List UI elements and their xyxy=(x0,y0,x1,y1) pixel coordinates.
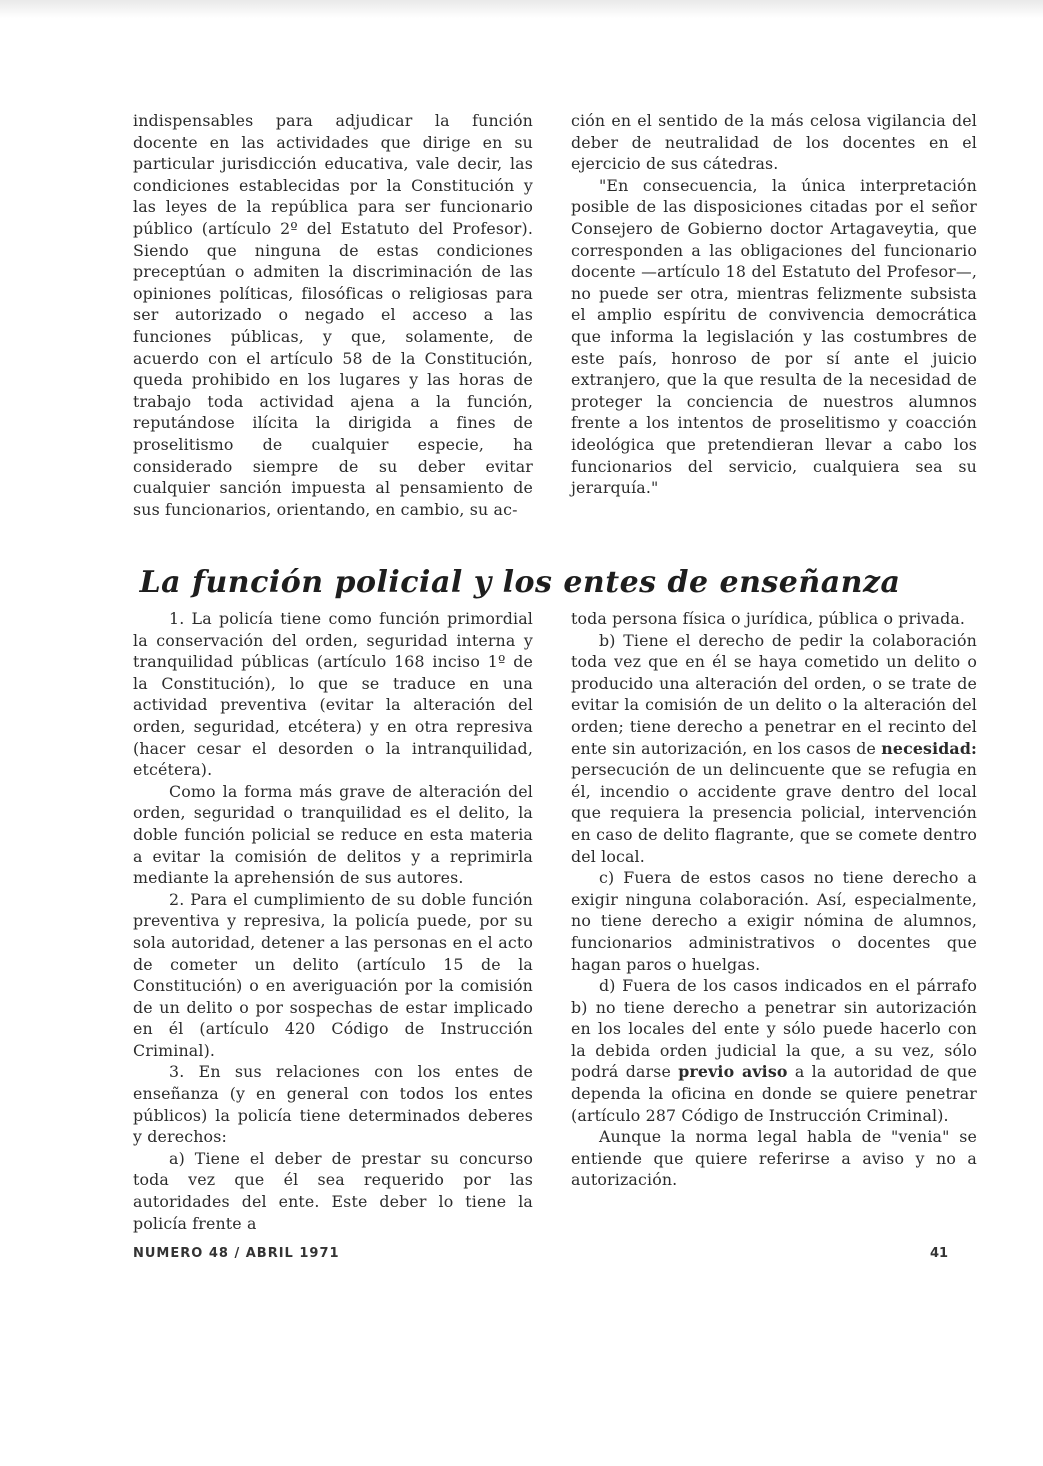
paragraph xyxy=(571,975,977,1126)
paragraph: Como la forma más grave de alteración del orden, seguridad o tranquilidad es el delito, la doble función policial se reduce en esta materia a evitar la comisión de delitos y a reprimirla mediante la aprehensión de sus autores. xyxy=(133,781,533,888)
paragraph: Aunque la norma legal habla de "venia" se entiende que quiere referirse a aviso y no a autorización. xyxy=(571,1127,977,1190)
section-title: La función policial y los entes de enseñanza xyxy=(139,564,901,600)
paragraph: indispensables para adjudicar la función docente en las actividades que dirige en su particular jurisdicción educativa, vale decir, las condiciones establecidas por la Constitución y las leyes de la república para ser funcionario público (artículo 2º del Estatuto del Profesor). Siendo que ninguna de estas condiciones preceptúan o admiten la discriminación de las opiniones políticas, filosóficas o religiosas para ser autorizado o negado el acceso a las funciones públicas, y que, solamente, de acuerdo con el artículo 58 de la Constitución, queda prohibido en los lugares y las horas de trabajo toda actividad ajena a la función, reputándose ilícita la dirigida a fines de proselitismo de cualquier especie, ha considerado siempre de su deber evitar cualquier sanción impuesta al pensamiento de sus funcionarios, orientando, en cambio, su ac- xyxy=(133,111,533,519)
text-run: d) Fuera de los casos indicados en el párrafo b) no tiene derecho a penetrar sin autorización en los locales del ente y sólo puede hacerlo con la debida orden judicial la que, a su vez, sólo podrá darse xyxy=(571,976,977,1082)
text-run: a la autoridad de que dependa la oficina en donde se quiere penetrar (artículo 287 Código de Instrucción Criminal). xyxy=(571,1062,977,1125)
paragraph: toda persona física o jurídica, pública o privada. xyxy=(571,609,966,628)
page-number: 41 xyxy=(930,1246,949,1261)
paragraph xyxy=(571,630,977,868)
scan-edge xyxy=(0,0,1043,18)
text-run: persecución de un delincuente que se refugia en él, incendio o accidente grave dentro del local que requiera la presencia policial, intervención en caso de delito flagrante, que se comete dentro del local. xyxy=(571,760,977,866)
top-left-column xyxy=(133,110,533,520)
bottom-left-column xyxy=(133,608,533,1234)
paragraph: "En consecuencia, la única interpretación posible de las disposiciones citadas por el señor Consejero de Gobierno doctor Artagaveytia, que corresponden a las obligaciones del funcionario docente —artículo 18 del Estatuto del Profesor—, no puede ser otra, mientras felizmente subsista el amplio espíritu de convivencia democrática que informa la legislación y las costumbres de este país, honroso de por sí ante el juicio extranjero, que la que resulta de la necesidad de proteger la conciencia de nuestros alumnos frente a los intentos de proselitismo y coacción ideológica que pretendieran llevar a cabo los funcionarios del servicio, cualquiera sea su jerarquía." xyxy=(571,175,977,498)
paragraph: ción en el sentido de la más celosa vigilancia del deber de neutralidad de los docentes en el ejercicio de sus cátedras. xyxy=(571,111,977,174)
bold-term: necesidad: xyxy=(881,738,977,758)
bottom-right-column xyxy=(571,608,977,1191)
paragraph: a) Tiene el deber de prestar su concurso toda vez que él sea requerido por las autoridades del ente. Este deber lo tiene la policía frente a xyxy=(133,1148,533,1233)
footer-issue-label: NUMERO 48 / ABRIL 1971 xyxy=(133,1246,340,1261)
paragraph: c) Fuera de estos casos no tiene derecho a exigir ninguna colaboración. Así, especialmente, no tiene derecho a exigir nómina de alumnos, funcionarios administrativos o docentes que hagan paros o huelgas. xyxy=(571,868,977,974)
text-run: b) Tiene el derecho de pedir la colaboración toda vez que en él se haya cometido un delito o producido una alteración del orden, o se trate de evitar la comisión de un delito o la alteración del orden; tiene derecho a penetrar en el recinto del ente sin autorización, en los casos de xyxy=(571,630,977,758)
top-right-column xyxy=(571,110,977,499)
paragraph: 1. La policía tiene como función primordial la conservación del orden, seguridad interna y tranquilidad públicas (artículo 168 inciso 1º de la Constitución), lo que se traduce en una actividad preventiva (evitar la alteración del orden, seguridad, etcétera) y en otra represiva (hacer cesar el desorden o la intranquilidad, etcétera). xyxy=(133,609,533,780)
paragraph: 3. En sus relaciones con los entes de enseñanza (y en general con todos los entes públicos) la policía tiene determinados deberes y derechos: xyxy=(133,1062,533,1147)
paragraph: 2. Para el cumplimiento de su doble función preventiva y represiva, la policía puede, por su sola autoridad, detener a las personas en el acto de cometer un delito (artículo 15 de la Constitución) o en averiguación por la comisión de un delito o por sospechas de estar implicado en él (artículo 420 Código de Instrucción Criminal). xyxy=(133,889,533,1060)
bold-term: previo aviso xyxy=(678,1062,788,1082)
